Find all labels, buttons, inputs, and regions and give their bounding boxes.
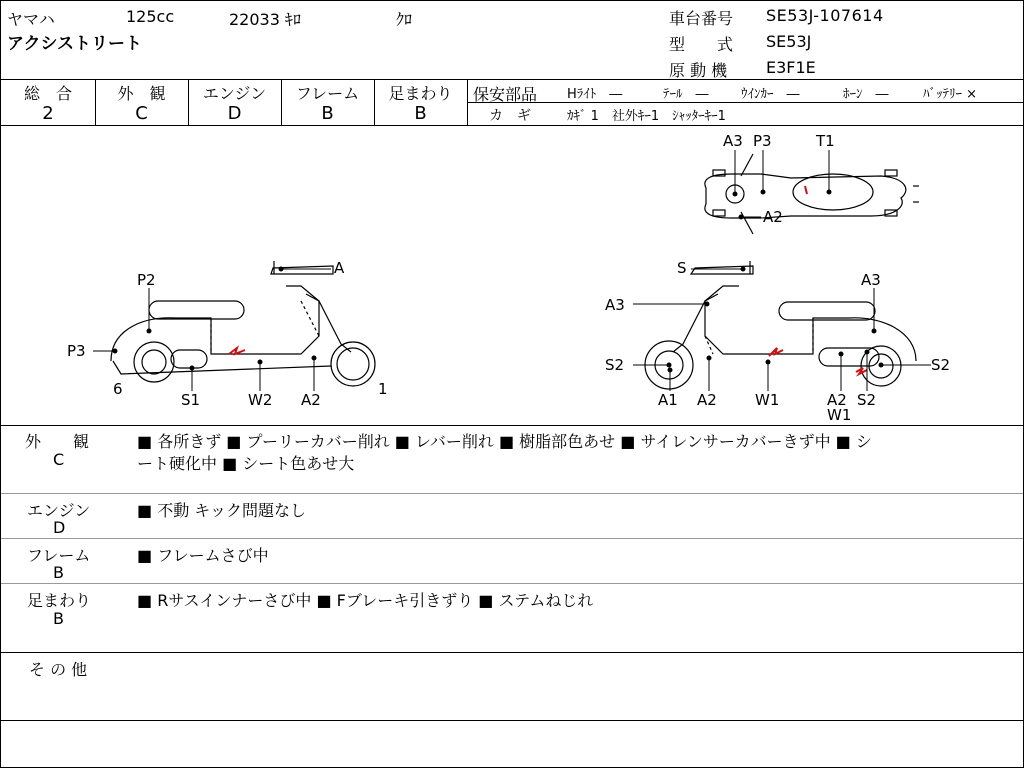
safety-horn: ﾎｰﾝ ― xyxy=(843,87,889,102)
displacement: 125cc xyxy=(126,7,175,26)
remark-category-frame: フレーム xyxy=(27,546,91,565)
diagram-label: P3 xyxy=(753,132,772,150)
diagram-label: A3 xyxy=(605,296,625,314)
diagram-label: W2 xyxy=(248,391,273,409)
remark-grade-engine: D xyxy=(53,518,66,537)
model-name: アクシストリート xyxy=(7,34,142,54)
safety-battery: ﾊﾞｯﾃﾘｰ × xyxy=(923,87,978,102)
diagram-label: S2 xyxy=(931,356,951,374)
safety-taillight: ﾃｰﾙ ― xyxy=(663,87,709,102)
divider xyxy=(1,720,1023,721)
diagram-label: S2 xyxy=(605,356,625,374)
type-label: 型 式 xyxy=(669,35,734,54)
diagram-label: S xyxy=(677,259,687,277)
grade-suspension-value: B xyxy=(414,103,427,124)
diagram-label: P3 xyxy=(67,342,86,360)
type-value: SE53J xyxy=(766,32,812,51)
remark-text-exterior-1: ■ 各所きず ■ プーリーカバー削れ ■ レバー削れ ■ 樹脂部色あせ ■ サイレンサーカバーきず中 ■ シ xyxy=(137,432,872,451)
grade-engine-label: エンジン xyxy=(202,84,267,103)
mileage: 22033 ｷﾛ xyxy=(229,10,301,29)
diagram-label: 6 xyxy=(113,380,123,398)
remark-grade-exterior: C xyxy=(53,450,65,469)
grade-exterior-label: 外 観 xyxy=(117,84,166,103)
color: ｸﾛ xyxy=(396,10,413,29)
grade-suspension-label: 足まわり xyxy=(388,84,453,103)
damage-mark xyxy=(769,348,783,356)
key-value: ｶｷﾞ 1 社外ｷｰ1 ｼｬｯﾀｰｷｰ1 xyxy=(567,109,726,124)
diagram-label: W1 xyxy=(755,391,780,409)
diagram-label: A2 xyxy=(697,391,717,409)
safety-winker: ｳｲﾝｶｰ ― xyxy=(741,87,800,102)
remark-category-suspension: 足まわり xyxy=(27,591,92,610)
divider xyxy=(467,102,1023,103)
remark-category-engine: エンジン xyxy=(27,501,91,520)
remark-text-engine: ■ 不動 キック問題なし xyxy=(137,501,306,520)
diagram-label: A2 xyxy=(763,208,783,226)
remark-text-exterior-2: ート硬化中 ■ シート色あせ大 xyxy=(137,454,355,473)
grade-overall-label: 総 合 xyxy=(23,84,72,103)
diagram-label: A3 xyxy=(723,132,743,150)
remark-grade-frame: B xyxy=(53,563,64,582)
safety-label: 保安部品 xyxy=(473,85,538,104)
key-label: カ ギ xyxy=(489,108,531,124)
remark-grade-suspension: B xyxy=(53,609,64,628)
divider xyxy=(1,493,1023,494)
damage-mark xyxy=(856,368,867,374)
diagram-label: A3 xyxy=(861,271,881,289)
divider xyxy=(1,583,1023,584)
damage-mark xyxy=(229,348,245,354)
engine-label: 原 動 機 xyxy=(669,61,728,80)
grade-exterior-value: C xyxy=(135,103,148,124)
maker: ヤマハ xyxy=(7,10,55,29)
diagram-label: 1 xyxy=(378,380,388,398)
diagram-label: S1 xyxy=(181,391,201,409)
divider xyxy=(1,425,1023,426)
diagram-label: T1 xyxy=(816,132,835,150)
remark-category-other: そ の 他 xyxy=(29,660,88,679)
remark-text-suspension: ■ Rサスインナーさび中 ■ Fブレーキ引きずり ■ ステムねじれ xyxy=(137,591,594,610)
safety-headlight: Hﾗｲﾄ ― xyxy=(567,87,623,102)
diagram-label: W1 xyxy=(827,406,852,424)
frame-no: SE53J-107614 xyxy=(766,6,884,25)
diagram-label: A2 xyxy=(301,391,321,409)
diagram-label: P2 xyxy=(137,271,156,289)
diagram-label: A xyxy=(334,259,345,277)
grade-frame-value: B xyxy=(321,103,334,124)
divider xyxy=(1,79,1023,80)
grade-frame-label: フレーム xyxy=(295,84,360,103)
remark-category-exterior: 外 観 xyxy=(25,432,90,451)
diagram-label: A1 xyxy=(658,391,678,409)
divider xyxy=(1,652,1023,653)
frame-no-label: 車台番号 xyxy=(669,9,734,28)
remark-text-frame: ■ フレームさび中 xyxy=(137,546,269,565)
engine-value: E3F1E xyxy=(766,58,816,77)
diagram-label: S2 xyxy=(857,391,877,409)
diagram-label: A2 xyxy=(827,391,847,409)
divider xyxy=(1,538,1023,539)
damage-mark xyxy=(805,186,807,194)
grade-engine-value: D xyxy=(227,103,242,124)
grade-overall-value: 2 xyxy=(42,103,54,124)
